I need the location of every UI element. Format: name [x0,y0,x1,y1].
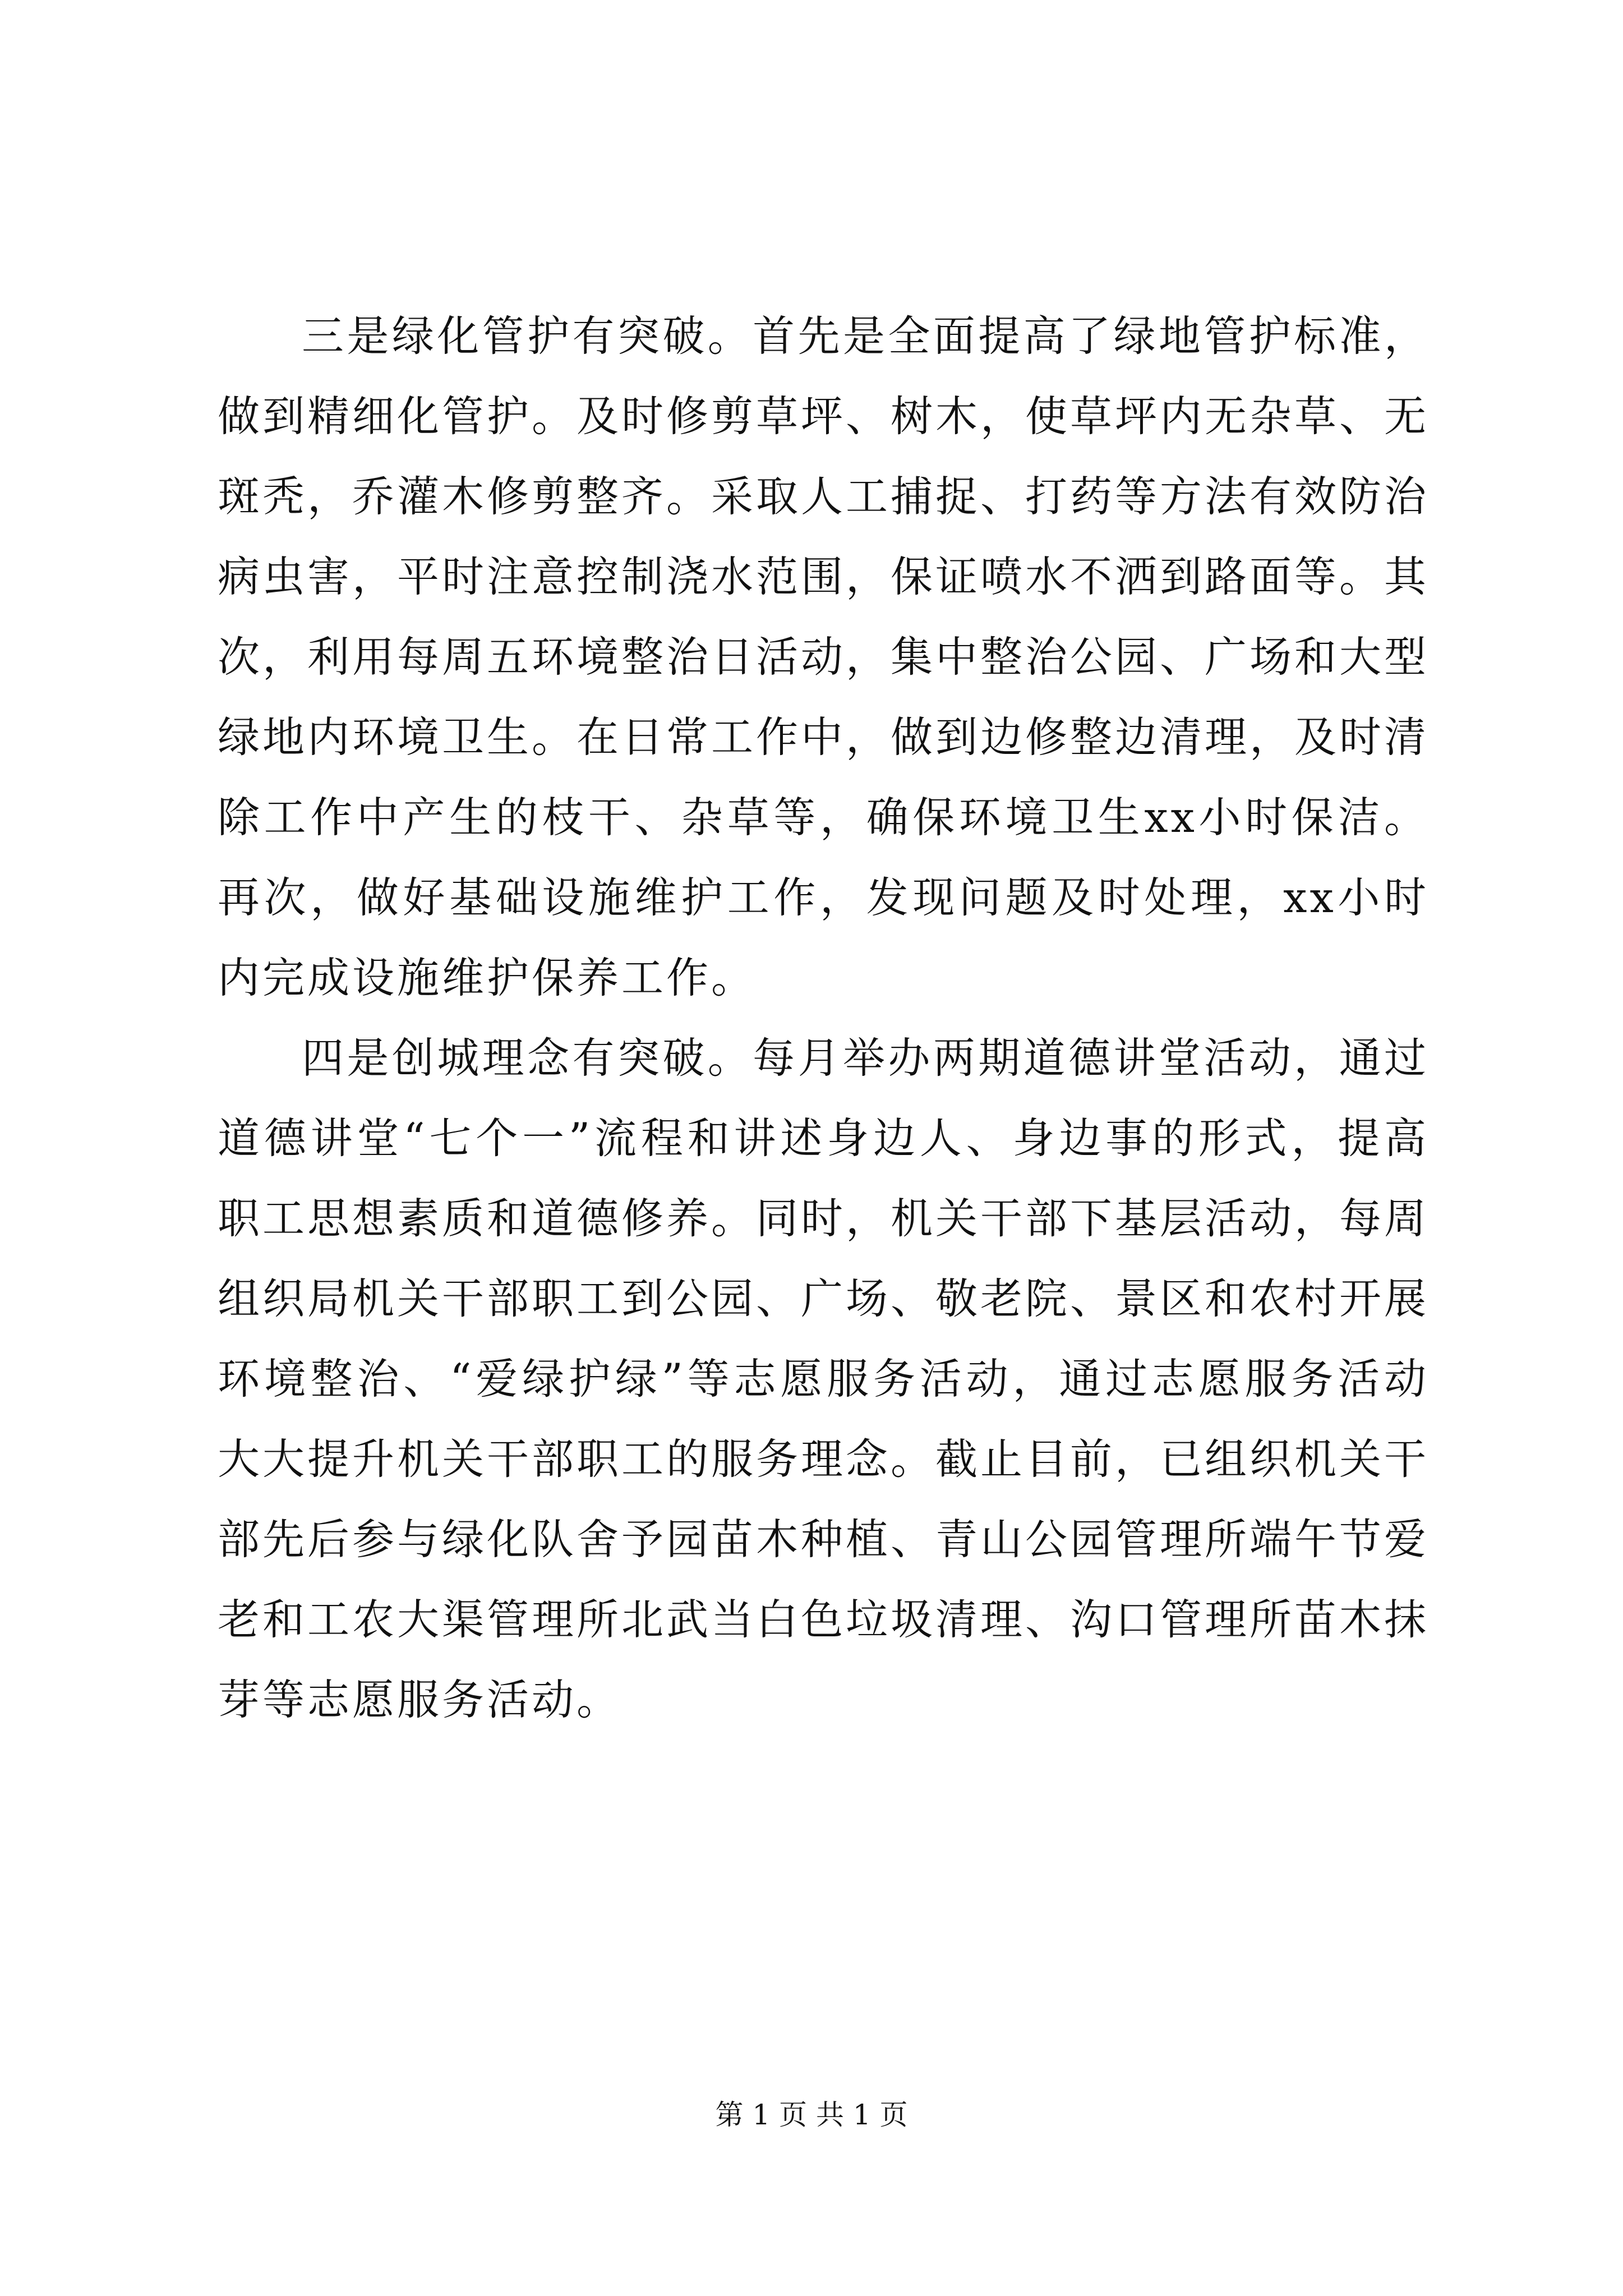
paragraph-greening: 三是绿化管护有突破。首先是全面提高了绿地管护标准，做到精细化管护。及时修剪草坪、树木，使草坪内无杂草、无斑秃，乔灌木修剪整齐。采取人工捕捉、打药等方法有效防治病虫害，平时注意控制浇水范围，保证喷水不洒到路面等。其次，利用每周五环境整治日活动，集中整治公园、广场和大型绿地内环境卫生。在日常工作中，做到边修整边清理，及时清除工作中产生的枝干、杂草等，确保环境卫生xx小时保洁。再次，做好基础设施维护工作，发现问题及时处理，xx小时内完成设施维护保养工作。 [218,311,1430,1002]
body-text [218,296,1429,1740]
page-footer: 第 1 页 共 1 页 [715,2099,908,2131]
paragraph-civilization: 四是创城理念有突破。每月举办两期道德讲堂活动，通过道德讲堂“七个一”流程和讲述身边人、身边事的形式，提高职工思想素质和道德修养。同时，机关干部下基层活动，每周组织局机关干部职工到公园、广场、敬老院、景区和农村开展环境整治、“爱绿护绿”等志愿服务活动，通过志愿服务活动大大提升机关干部职工的服务理念。截止目前，已组织机关干部先后参与绿化队舍予园苗木种植、青山公园管理所端午节爱老和工农大渠管理所北武当白色垃圾清理、沟口管理所苗木抹芽等志愿服务活动。 [218,1033,1430,1724]
